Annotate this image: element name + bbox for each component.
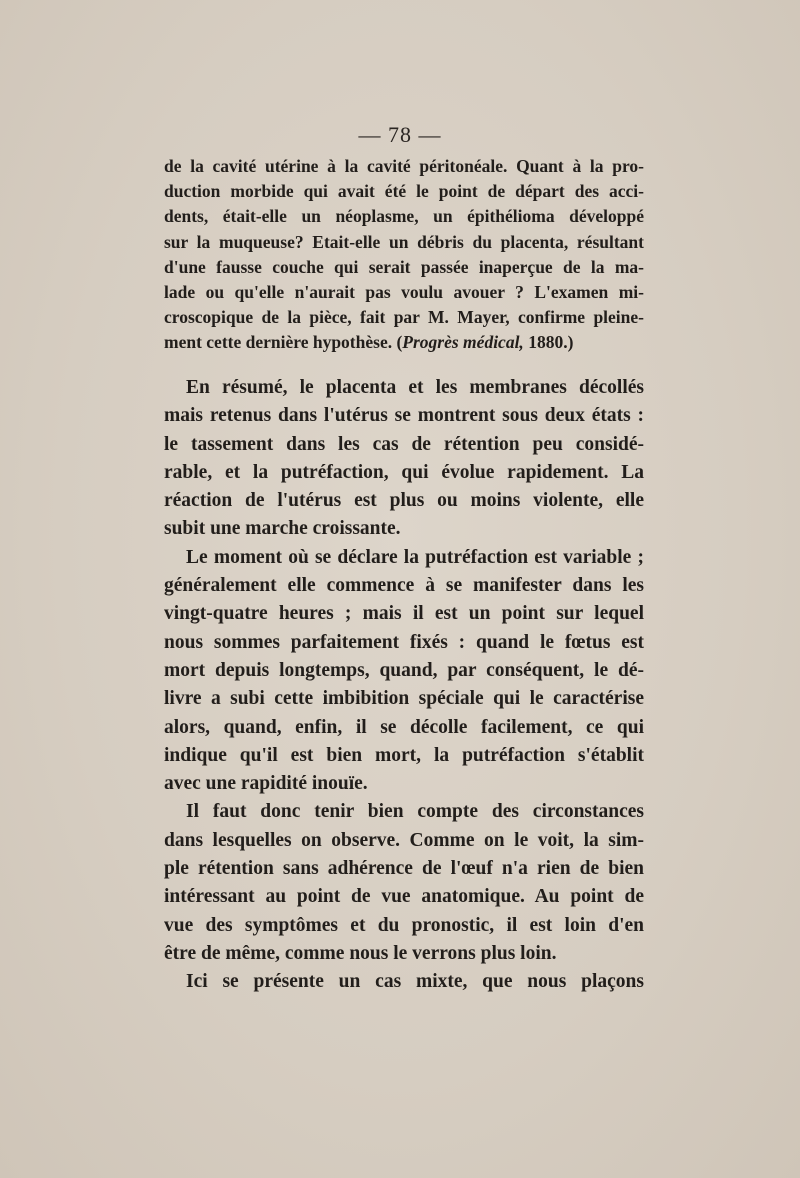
text-line: avec une rapidité inouïe. xyxy=(164,773,368,795)
citation-year: 1880.) xyxy=(523,332,574,353)
text-line: vue des symptômes et du pronostic, il est loin d'en xyxy=(164,914,644,936)
text-line: vingt-quatre heures ; mais il est un point sur lequel xyxy=(164,603,644,625)
text-segment: ment cette dernière hypothèse. ( xyxy=(164,332,403,353)
text-line: sur la muqueuse? Etait-elle un débris du placenta, résultant xyxy=(164,231,644,252)
text-line: généralement elle commence à se manifester dans les xyxy=(164,575,644,597)
text-line: le tassement dans les cas de rétention peu considé- xyxy=(164,433,644,455)
text-line: dents, était-elle un néoplasme, un épithélioma développé xyxy=(164,206,644,227)
text-line: indique qu'il est bien mort, la putréfaction s'établit xyxy=(164,744,644,766)
text-line: duction morbide qui avait été le point de départ des acci- xyxy=(164,181,644,202)
paragraph-continuation xyxy=(164,154,644,356)
text-line-citation xyxy=(164,330,644,355)
text-line: mort depuis longtemps, quand, par conséquent, le dé- xyxy=(164,659,644,681)
text-line: intéressant au point de vue anatomique. Au point de xyxy=(164,886,644,908)
text-line: Ici se présente un cas mixte, que nous plaçons xyxy=(186,971,644,993)
citation-title: Progrès médical, xyxy=(402,332,524,353)
text-line: nous sommes parfaitement fixés : quand le fœtus est xyxy=(164,631,644,653)
text-line: être de même, comme nous le verrons plus loin. xyxy=(164,942,557,964)
text-line: de la cavité utérine à la cavité péritonéale. Quant à la pro- xyxy=(164,156,644,176)
text-line: subit une marche croissante. xyxy=(164,518,401,540)
paragraph-summary xyxy=(164,374,644,997)
text-line: Le moment où se déclare la putréfaction est variable ; xyxy=(186,546,644,568)
text-line: dans lesquelles on observe. Comme on le voit, la sim- xyxy=(164,829,644,851)
text-line: mais retenus dans l'utérus se montrent sous deux états : xyxy=(164,405,644,427)
text-line: livre a subi cette imbibition spéciale qui le caractérise xyxy=(164,688,644,710)
text-line: réaction de l'utérus est plus ou moins violente, elle xyxy=(164,490,644,512)
text-line: ple rétention sans adhérence de l'œuf n'a rien de bien xyxy=(164,858,644,880)
text-line: rable, et la putréfaction, qui évolue rapidement. La xyxy=(164,461,644,483)
text-line: En résumé, le placenta et les membranes décollés xyxy=(186,377,644,398)
text-line: lade ou qu'elle n'aurait pas voulu avouer ? L'examen mi- xyxy=(164,282,644,303)
page-number: — 78 — xyxy=(358,122,442,147)
text-line: alors, quand, enfin, il se décolle facilement, ce qui xyxy=(164,716,644,738)
text-line: Il faut donc tenir bien compte des circonstances xyxy=(186,801,644,823)
text-line: croscopique de la pièce, fait par M. Mayer, confirme pleine- xyxy=(164,307,644,328)
text-line: d'une fausse couche qui serait passée inaperçue de la ma- xyxy=(164,256,644,277)
